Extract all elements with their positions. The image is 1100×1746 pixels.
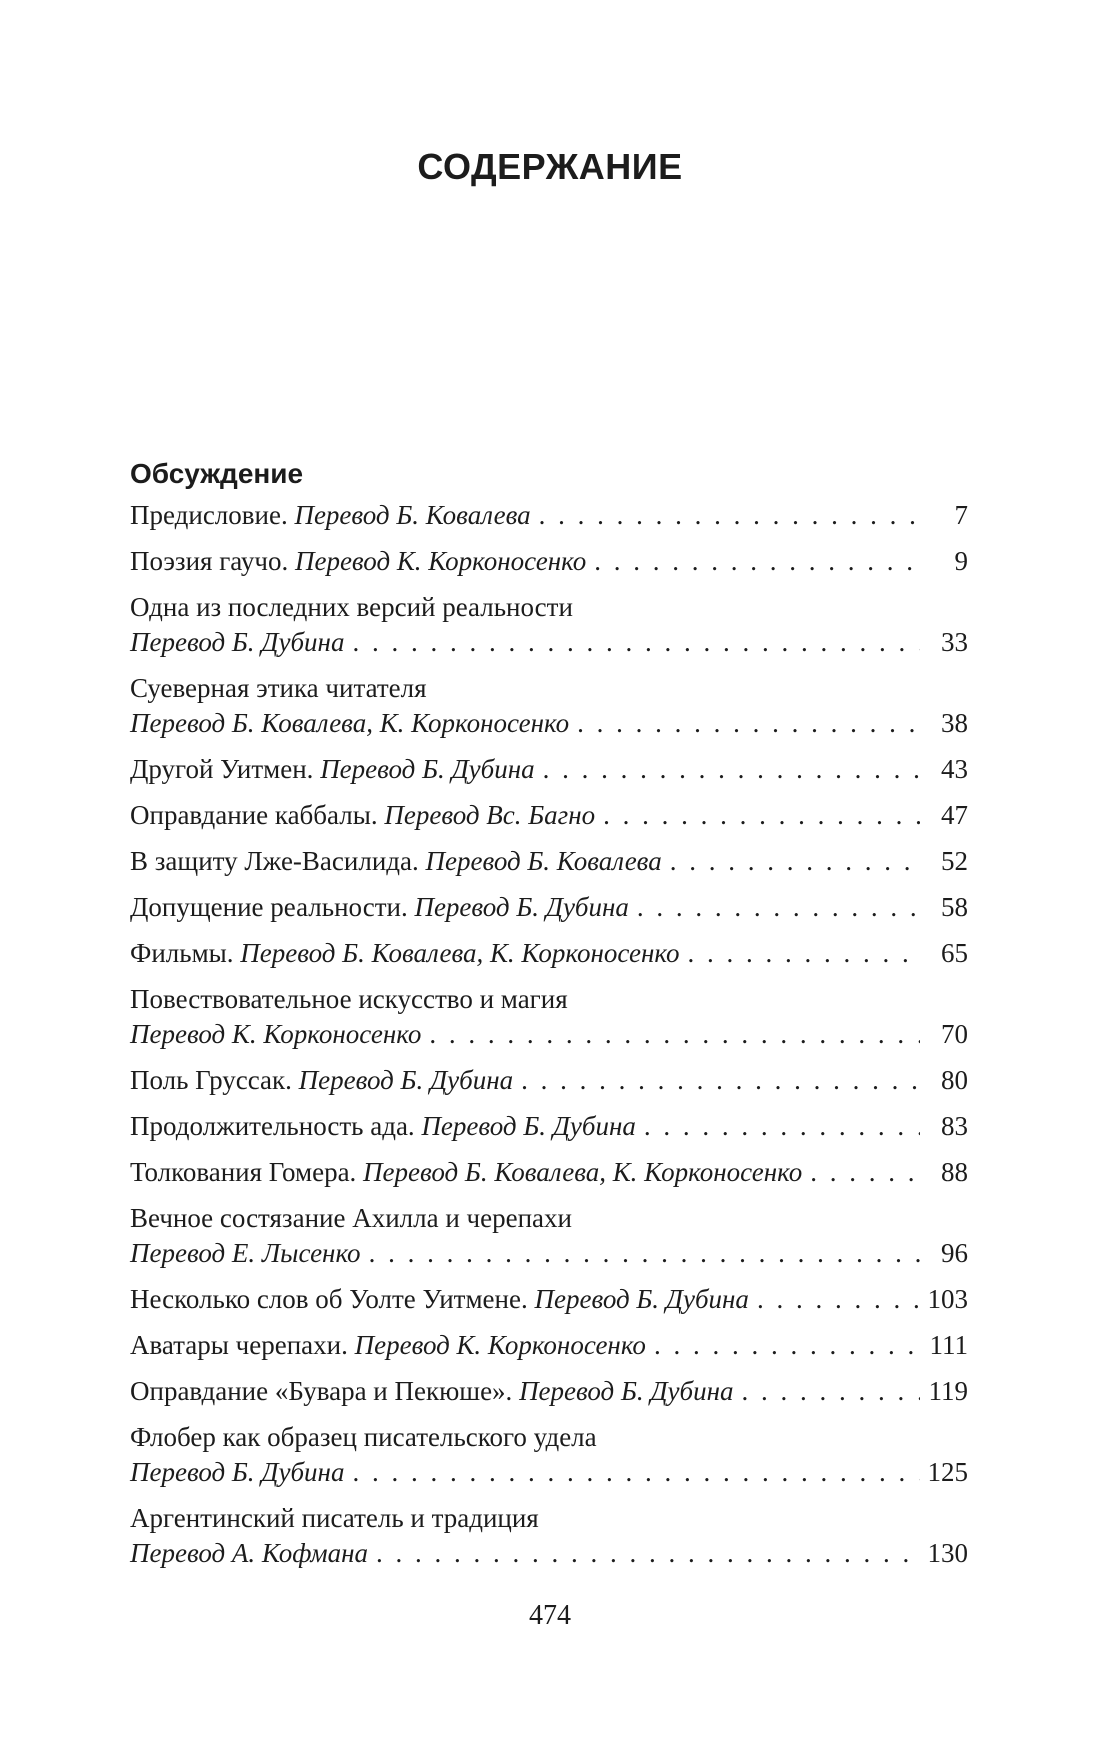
entry-page: 103 — [927, 1284, 968, 1314]
toc-entry[interactable] — [130, 890, 968, 925]
entry-title: Одна из последних версий реальности — [130, 592, 573, 622]
dot-leader — [810, 1155, 920, 1190]
dot-leader — [369, 1236, 920, 1271]
dot-leader — [577, 706, 920, 741]
toc-entry[interactable] — [130, 1282, 968, 1317]
toc-entry[interactable] — [130, 498, 968, 533]
toc-entry[interactable] — [130, 1420, 968, 1490]
toc-entry[interactable] — [130, 1109, 968, 1144]
dot-leader — [352, 625, 920, 660]
toc-entry[interactable] — [130, 982, 968, 1052]
entry-title: Флобер как образец писательского удела — [130, 1422, 597, 1452]
dot-leader — [687, 936, 920, 971]
section-heading: Обсуждение — [130, 458, 304, 489]
page-title: СОДЕРЖАНИЕ — [417, 146, 683, 187]
entry-page: 9 — [954, 546, 968, 576]
entry-translator: Перевод Б. Дубина — [414, 892, 629, 922]
entry-page: 52 — [941, 846, 968, 876]
entry-translator: Перевод К. Корконосенко — [294, 546, 587, 576]
entry-translator: Перевод Б. Дубина — [519, 1376, 734, 1406]
entry-title: Другой Уитмен. — [130, 754, 314, 784]
dot-leader — [376, 1536, 919, 1571]
toc-entry[interactable] — [130, 1201, 968, 1271]
toc-entry[interactable] — [130, 1155, 968, 1190]
dot-leader — [637, 890, 920, 925]
entry-title: Фильмы. — [130, 938, 234, 968]
entry-translator: Перевод Б. Дубина — [130, 1457, 345, 1487]
toc-entry[interactable] — [130, 1501, 968, 1571]
entry-page: 96 — [941, 1238, 968, 1268]
entry-page: 125 — [927, 1457, 968, 1487]
toc-entry[interactable] — [130, 844, 968, 879]
dot-leader — [603, 798, 920, 833]
entry-translator: Перевод А. Кофмана — [130, 1538, 369, 1568]
entry-page: 88 — [941, 1157, 968, 1187]
entry-title: Аргентинский писатель и традиция — [130, 1503, 539, 1533]
entry-page: 83 — [941, 1111, 968, 1141]
dot-leader — [543, 752, 920, 787]
toc-entry[interactable] — [130, 1328, 968, 1363]
entry-translator: Перевод Б. Ковалева — [294, 500, 531, 530]
entry-title: Аватары черепахи. — [130, 1330, 348, 1360]
entry-translator: Перевод Б. Дубина — [320, 754, 535, 784]
entry-page: 65 — [941, 938, 968, 968]
dot-leader — [670, 844, 920, 879]
entry-title: В защиту Лже-Василида. — [130, 846, 419, 876]
entry-page: 111 — [929, 1330, 968, 1360]
entry-page: 119 — [928, 1376, 968, 1406]
dot-leader — [644, 1109, 920, 1144]
dot-leader — [594, 544, 920, 579]
entry-translator: Перевод Б. Ковалева, К. Корконосенко — [130, 708, 570, 738]
entry-page: 43 — [941, 754, 968, 784]
entry-title: Предисловие. — [130, 500, 288, 530]
entry-page: 70 — [941, 1019, 968, 1049]
dot-leader — [654, 1328, 920, 1363]
entry-translator: Перевод Вс. Багно — [384, 800, 596, 830]
toc-entry[interactable] — [130, 798, 968, 833]
entry-translator: Перевод Б. Дубина — [298, 1065, 514, 1095]
entry-translator: Перевод Б. Ковалева, К. Корконосенко — [363, 1157, 803, 1187]
toc-entry[interactable] — [130, 1374, 968, 1409]
entry-title: Оправдание каббалы. — [130, 800, 378, 830]
entry-title: Повествовательное искусство и магия — [130, 984, 568, 1014]
entry-title: Вечное состязание Ахилла и черепахи — [130, 1203, 572, 1233]
entry-title: Продолжительность ада. — [130, 1111, 415, 1141]
dot-leader — [521, 1063, 920, 1098]
entry-title: Несколько слов об Уолте Уитмене. — [130, 1284, 528, 1314]
entry-title: Оправдание «Бувара и Пекюше». — [130, 1376, 513, 1406]
entry-page: 130 — [927, 1538, 968, 1568]
entry-translator: Перевод Е. Лысенко — [130, 1238, 361, 1268]
dot-leader — [352, 1455, 919, 1490]
entry-page: 80 — [941, 1065, 968, 1095]
toc-entry[interactable] — [130, 936, 968, 971]
entry-translator: Перевод Б. Ковалева, К. Корконосенко — [240, 938, 680, 968]
entry-page: 7 — [954, 500, 968, 530]
table-of-contents — [130, 454, 968, 1582]
entry-page: 58 — [941, 892, 968, 922]
toc-entry[interactable] — [130, 590, 968, 660]
entry-translator: Перевод Б. Дубина — [534, 1284, 749, 1314]
entry-translator: Перевод К. Корконосенко — [130, 1019, 422, 1049]
dot-leader — [429, 1017, 920, 1052]
entry-page: 47 — [941, 800, 968, 830]
toc-entry[interactable] — [130, 671, 968, 741]
dot-leader — [742, 1374, 920, 1409]
entry-title: Суеверная этика читателя — [130, 673, 427, 703]
entry-page: 33 — [941, 627, 968, 657]
entry-title: Поль Груссак. — [130, 1065, 292, 1095]
page-number: 474 — [529, 1600, 571, 1631]
entry-title: Поэзия гаучо. — [130, 546, 289, 576]
entry-title: Толкования Гомера. — [130, 1157, 357, 1187]
entry-title: Допущение реальности. — [130, 892, 408, 922]
entry-translator: Перевод Б. Дубина — [421, 1111, 636, 1141]
entry-translator: Перевод К. Корконосенко — [354, 1330, 646, 1360]
dot-leader — [539, 498, 920, 533]
toc-entry[interactable] — [130, 1063, 968, 1098]
entry-page: 38 — [941, 708, 968, 738]
dot-leader — [757, 1282, 920, 1317]
toc-entry[interactable] — [130, 752, 968, 787]
toc-entry[interactable] — [130, 544, 968, 579]
entry-translator: Перевод Б. Дубина — [130, 627, 345, 657]
entry-translator: Перевод Б. Ковалева — [425, 846, 662, 876]
